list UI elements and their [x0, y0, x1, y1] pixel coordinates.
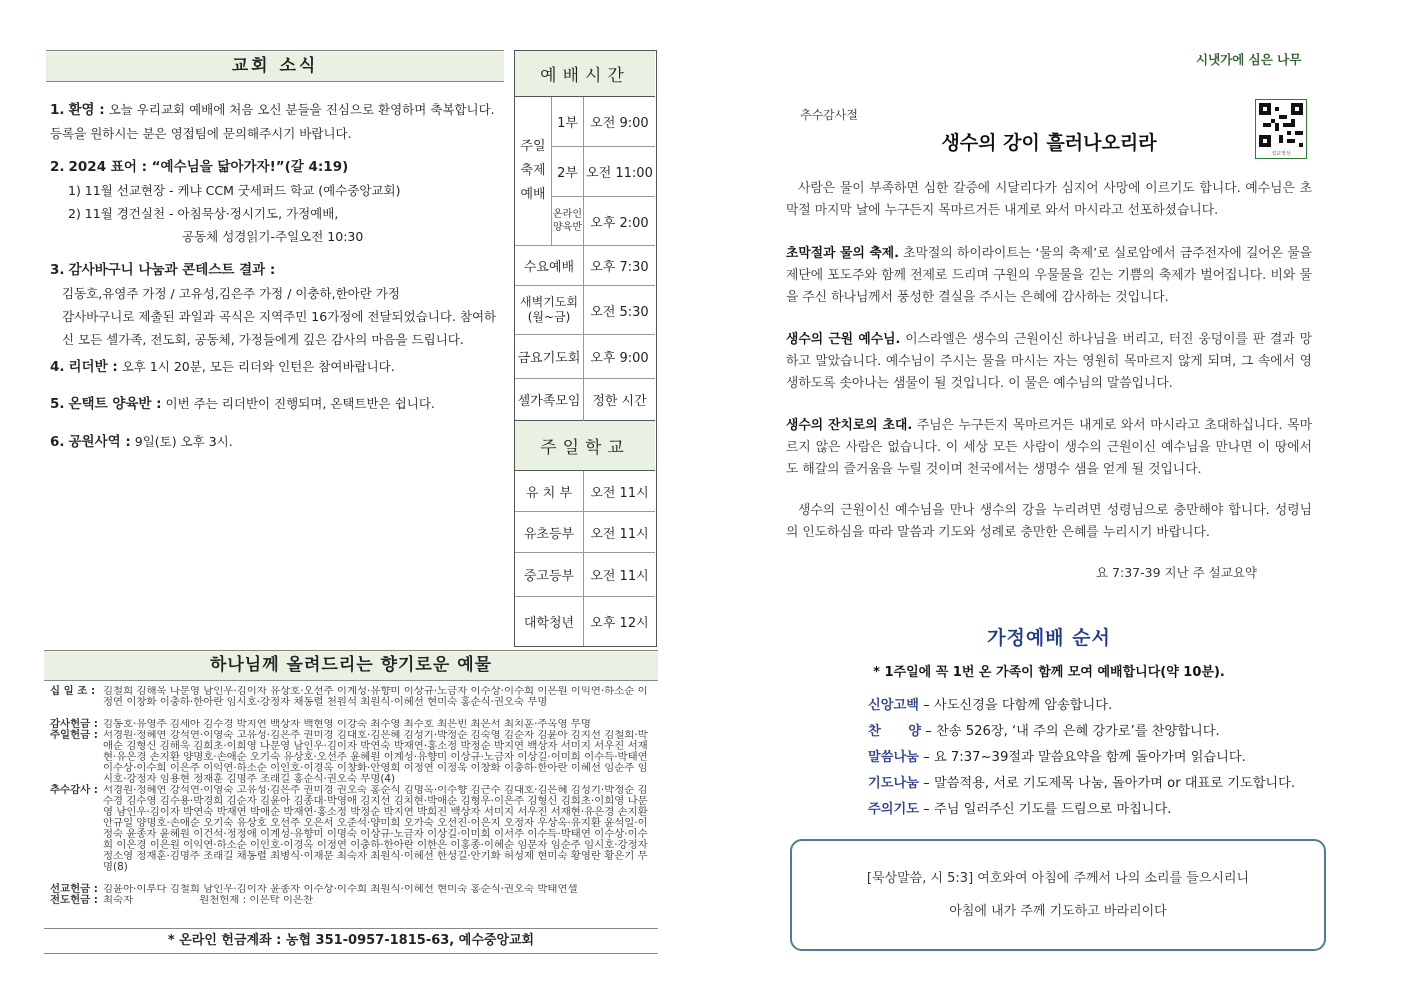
school-row-4-b: [584, 597, 655, 645]
schedule-full-3-b-text: 오후 9:00: [590, 351, 649, 366]
offering-row-evangelism: [50, 895, 656, 906]
family-worship-note: * 1주일에 꼭 1번 온 가족이 함께 모여 예배합니다(약 10분).: [873, 665, 1225, 680]
school-title: [515, 421, 655, 471]
school-row-4-a: [515, 597, 583, 645]
school-row-2-b: [584, 512, 655, 553]
offering-label: 십 일 조 :: [50, 685, 96, 697]
news-item-3-line-1: 김동호,유영주 가정 / 고유성,김은주 가정 / 이충하,한아란 가정: [62, 286, 400, 301]
offering-row-thanks: [50, 719, 656, 730]
news-item-1: [50, 98, 500, 145]
news-item-5-text: 이번 주는 리더반이 진행되며, 온택트반은 쉽니다.: [165, 396, 435, 411]
school-row-3-a-text: 중고등부: [523, 569, 575, 584]
sermon-paragraph-1: [786, 178, 1312, 222]
paragraph-text: 사람은 물이 부족하면 심한 갈증에 시달리다가 심지어 사망에 이르기도 합니다. 예수님은 초막절 마지막 날에 누구든지 목마르거든 내게로 와서 마시라고 선포하셨습니다.: [786, 181, 1312, 218]
schedule-full-4-b: [584, 379, 655, 421]
order-value: – 주님 일러주신 기도를 드림으로 마칩니다.: [923, 802, 1172, 817]
news-item-2-num: 2.: [50, 159, 65, 175]
schedule-full-4-b-text: 정한 시간: [592, 394, 647, 409]
news-item-3-line-2: 감사바구니로 제출된 과일과 곡식은 지역주민 16가정에 전달되었습니다. 참여하신 모든 셀가족, 전도회, 공동체, 가정들에게 깊은 감사의 마음을 드립니다.: [62, 309, 497, 347]
news-item-5: [50, 392, 500, 416]
news-item-5-num: 5.: [50, 396, 65, 412]
order-key: 기도나눔: [868, 776, 919, 791]
school-row-1-b: [584, 471, 655, 512]
qr-code-icon: [1259, 103, 1303, 147]
school-row-2-a: [515, 512, 583, 553]
offering-label: 주일헌금 :: [50, 729, 98, 741]
news-item-4-num: 4.: [50, 359, 65, 375]
schedule-full-2-b-text: 오전 5:30: [590, 304, 649, 320]
schedule-row-2-a: [552, 147, 583, 197]
schedule-row-1-b-text: 오전 9:00: [590, 116, 649, 131]
occasion-label: 추수감사절: [800, 108, 858, 122]
offering-names: 김동호·유영주 김세아 김수경 박지연 백상자 백현영 이강숙 최수영 최수호 최은빈 최은서 최치훈·주옥영 무명: [103, 719, 591, 730]
worship-schedule-table: [514, 50, 657, 647]
offering-title: 하나님께 올려드리는 향기로운 예물: [209, 655, 493, 675]
order-item-2: [868, 719, 1295, 745]
sermon-paragraph-2: [786, 243, 1312, 309]
offering-names: 서경원·정혜연 강석연·이영숙 고유성·김은주 권미경 권오숙 홍순식 김명옥·이수향 김근수 김대호·김은혜 김성기·박정순 김수경 김수영 김수용·박경희 김순자 김윤아 김종대·박영애 김지선 김치현·박애순 김형우·이은주 김형신 김희초·이희영 나문영 남인우·김이자 박연숙 박재연 박애순 박재연·홍소정 박정순 박지연 박희진 백상자 서미지 서우진 서재현·유은경 손지환 안규일 양명호·손애순 오기숙 유상호 오선주 오은서 오준석·양미희 오가숙 오선진·이은지 오정자 우상옥·유지환 윤석일·이정숙 윤종자 윤혜원 이건석·정정애 이계성·유향미 이명숙 이상규·노금자 이상길·이미희 이서주 이수득·박태연 이수상·이수희 이은경 이은원 이익연·하소순 이인호·이경옥 이정연 이충하·한아란 이한은 이홍종·이혜순 임문자 임순주 임시호·강정자 정소영 정재훈·김명주 조래길 채동렬 최병식·이재문 최숙자 최원식·이혜선 한성길·안기화 허성제 현미숙 황영란 황은기 무명(8): [103, 785, 648, 873]
news-item-6-text: 9일(토) 오후 3시.: [134, 434, 233, 449]
schedule-row-3-b: [584, 197, 655, 246]
order-key: 신앙고백: [868, 698, 919, 713]
offering-names: 김윤아·이루다 김철희 남인우·김이자 윤종자 이수상·이수희 최원식·이혜선 현미숙 홍순식·권오숙 박태연셀: [103, 884, 578, 895]
news-item-3-head: 감사바구니 나눔과 콘테스트 결과 :: [68, 262, 276, 278]
school-row-4-b-text: 오후 12시: [590, 615, 649, 631]
offering-header: [44, 650, 658, 681]
offering-names: 최숙자 원천헌제 : 이은탁 이은찬: [103, 895, 313, 906]
news-item-4-head: 리더반 :: [68, 359, 118, 375]
paragraph-text: 생수의 근원이신 예수님을 만나 생수의 강을 누리려면 성령님으로 충만해야 합니다. 성령님의 인도하심을 따라 말씀과 기도와 성례로 충만한 은혜를 누리시기 바랍니다.: [786, 503, 1312, 540]
sermon-reference: 요 7:37-39 지난 주 설교요약: [1096, 565, 1257, 580]
news-item-6-head: 공원사역 :: [68, 434, 131, 450]
offering-names: 서경원·정혜연 강석연·이영숙 고유성·김은주 권미경 김대호·김은혜 김성기·박정순 김숙영 김순자 김윤아 김지선 김철희·박애순 김형신 김해욱 김희초·이희영 나문영 남인우·김이자 박연숙 박재연·홍소정 박정순 박지연 백상자 서미지 서우진 서재현·유은경 손지환 양명호·손애순 오기숙 유상호·오선주 윤혜원 이계성·유향미 이상규·노금자 이상길·이미희 이수득·박태연 이수상·이수희 이은주 이익연·하소순 이인호·이경옥 이창화·안영희 이정연 이정욱 이창화 이충하·한아란 이혜선 임순주 임시호·강정자 임용현 정재훈 김명주 조래길 홍순식·권오숙 무명(4): [103, 730, 648, 785]
brand-name: 시냇가에 심은 나무: [1196, 52, 1302, 67]
schedule-row-3-b-text: 오후 2:00: [590, 215, 649, 231]
schedule-full-4-a: [515, 379, 583, 421]
divider: [583, 97, 584, 246]
schedule-full-3-a: [515, 335, 583, 379]
offering-row-sunday: [50, 730, 656, 785]
paragraph-head: 초막절과 물의 축제.: [786, 246, 900, 261]
news-item-2-head: 2024 표어 : “예수님을 닮아가자!”(갈 4:19): [68, 159, 349, 175]
school-row-2-a-text: 유초등부: [523, 526, 575, 542]
schedule-full-1-a-text: 수요예배: [523, 260, 575, 275]
offering-label: 선교헌금 :: [50, 883, 98, 895]
schedule-full-3-b: [584, 335, 655, 379]
schedule-row-3-a: [552, 197, 583, 246]
news-item-6-num: 6.: [50, 434, 65, 450]
order-item-5: [868, 797, 1295, 823]
order-item-4: [868, 771, 1295, 797]
schedule-title-text: 예배시간: [540, 66, 630, 86]
order-value: – 사도신경을 다함께 암송합니다.: [923, 698, 1113, 713]
news-item-1-num: 1.: [50, 102, 65, 118]
paragraph-text: 주님은 누구든지 목마르거든 내게로 와서 마시라고 초대하십니다. 목마르지 않은 사람은 없습니다. 이 세상 모든 사람이 생수의 근원이신 예수님을 만나면 이 땅에서도 해갈의 즐거움을 누릴 것이며 천국에서는 생명수 샘을 얻게 될 것입니다.: [786, 418, 1312, 477]
paragraph-text: 이스라엘은 생수의 근원이신 하나님을 버리고, 터진 웅덩이를 판 결과 망하고 말았습니다. 예수님이 주시는 물을 마시는 자는 영원히 목마르지 않게 되며, 그 속에서 영생하도록 솟아나는 샘물이 될 것입니다. 이 물은 예수님의 말씀입니다.: [786, 332, 1312, 391]
school-row-3-b: [584, 553, 655, 597]
schedule-row-2-b: [584, 147, 655, 197]
verse-line-1: [묵상말씀, 시 5:3] 여호와여 아침에 주께서 나의 소리를 들으시리니: [866, 871, 1250, 886]
school-row-4-a-text: 대학청년: [523, 615, 575, 631]
news-item-2-line-2: 2) 11월 경건실천 - 아침묵상·정시기도, 가정예배,: [68, 206, 339, 221]
news-item-2-line-3: 공동체 성경읽기-주일오전 10:30: [182, 229, 364, 244]
offering-row-tithe: [50, 686, 656, 719]
order-value: – 요 7:37~39절과 말씀요약을 함께 돌아가며 읽습니다.: [923, 750, 1246, 765]
schedule-row-1-a-text: 1부: [557, 116, 578, 131]
schedule-row-3-a-text: 온라인 양육반: [553, 209, 582, 233]
news-item-5-head: 온택트 양육반 :: [68, 396, 162, 412]
schedule-full-1-b-text: 오후 7:30: [590, 260, 649, 275]
schedule-full-2-a: [515, 286, 583, 335]
news-item-4-text: 오후 1시 20분, 모든 리더와 인턴은 참여바랍니다.: [121, 359, 395, 374]
schedule-full-2-b: [584, 286, 655, 335]
school-row-2-b-text: 오전 11시: [590, 526, 649, 542]
schedule-full-1-a: [515, 246, 583, 286]
school-row-1-a: [515, 471, 583, 512]
schedule-row-1-b: [584, 97, 655, 147]
meditation-verse-box: [790, 839, 1326, 951]
paragraph-text: 초막절의 하이라이트는 ‘물의 축제’로 실로암에서 금주전자에 길어온 물을 제단에 포도주와 함께 전제로 드리며 구원의 우물물을 긷는 기쁨의 축제가 벌어집니다. 비와 물을 주신 하나님께서 풍성한 결실을 주시는 은혜에 감사하는 것입니다.: [786, 246, 1312, 305]
news-item-3-num: 3.: [50, 262, 65, 278]
schedule-row-1-a: [552, 97, 583, 147]
schedule-full-1-b: [584, 246, 655, 286]
news-item-3: [50, 258, 500, 351]
family-worship-order: [868, 693, 1295, 823]
qr-caption: 설교영상: [1271, 151, 1291, 157]
schedule-full-4-a-text: 셀가족모임: [517, 394, 581, 409]
news-title: 교회 소식: [231, 56, 319, 76]
order-item-1: [868, 693, 1295, 719]
offering-label: 전도헌금 :: [50, 894, 98, 906]
offering-row-harvest: [50, 785, 656, 884]
family-worship-title: 가정예배 순서: [987, 627, 1111, 649]
offering-label: 감사헌금 :: [50, 718, 98, 730]
order-key: 주의기도: [868, 802, 919, 817]
schedule-row-2-b-text: 오전 11:00: [586, 166, 653, 181]
order-key: 찬 양: [868, 724, 922, 739]
offering-row-mission: [50, 884, 656, 895]
paragraph-head: 생수의 근원 예수님.: [786, 332, 901, 347]
sermon-title: 생수의 강이 흘러나오리라: [941, 132, 1157, 154]
sunday-label: [515, 97, 551, 246]
paragraph-head: 생수의 잔치로의 초대.: [786, 418, 913, 433]
news-item-2: [50, 155, 500, 248]
news-header: [46, 50, 504, 82]
schedule-row-2-a-text: 2부: [557, 166, 578, 181]
school-row-1-a-text: 유 치 부: [526, 485, 572, 501]
order-item-3: [868, 745, 1295, 771]
offering-list: [50, 686, 656, 906]
order-value: – 말씀적용, 서로 기도제목 나눔, 돌아가며 or 대표로 기도합니다.: [923, 776, 1296, 791]
school-row-3-b-text: 오전 11시: [590, 569, 649, 584]
school-row-1-b-text: 오전 11시: [590, 485, 649, 501]
order-key: 말씀나눔: [868, 750, 919, 765]
sunday-label-text: 주일 축제 예배: [520, 139, 546, 202]
sermon-paragraph-5: [786, 500, 1312, 544]
news-item-6: [50, 430, 500, 454]
verse-line-2: 아침에 내가 주께 기도하고 바라리이다: [949, 904, 1167, 919]
news-item-2-line-1: 1) 11월 선교현장 - 케냐 CCM 굿세퍼드 학교 (예수중앙교회): [68, 183, 401, 198]
bank-account-bar: [44, 928, 658, 954]
offering-names: 김철희 김해욱 나문영 남인우·김이자 유상호·오선주 이계성·유향미 이상규·노금자 이수상·이수희 이은원 이익연·하소순 이정연 이창화 이충하·한아란 임시호·강정자 채동렬 천원석 최원식·이혜선 현미숙 홍순식·권오숙 무명: [103, 686, 648, 708]
bank-account-text: * 온라인 헌금계좌 : 농협 351-0957-1815-63, 예수중앙교회: [167, 933, 535, 948]
school-title-text: 주일학교: [540, 438, 630, 458]
sermon-paragraph-3: [786, 329, 1312, 395]
sermon-paragraph-4: [786, 415, 1312, 481]
schedule-full-3-a-text: 금요기도회: [517, 351, 581, 366]
news-item-1-head: 환영 :: [68, 102, 105, 118]
news-item-1-text: 오늘 우리교회 예배에 처음 오신 분들을 진심으로 환영하며 축복합니다. 등록을 원하시는 분은 영접팀에 문의해주시기 바랍니다.: [50, 102, 495, 141]
news-item-4: [50, 355, 500, 379]
schedule-title: [515, 51, 655, 97]
order-value: – 찬송 526장, ‘내 주의 은혜 강가로’를 찬양합니다.: [925, 724, 1220, 739]
schedule-full-2-a-text: 새벽기도회 (월~금): [520, 295, 578, 324]
school-row-3-a: [515, 553, 583, 597]
offering-label: 추수감사 :: [50, 784, 98, 796]
qr-code[interactable]: [1255, 99, 1307, 159]
